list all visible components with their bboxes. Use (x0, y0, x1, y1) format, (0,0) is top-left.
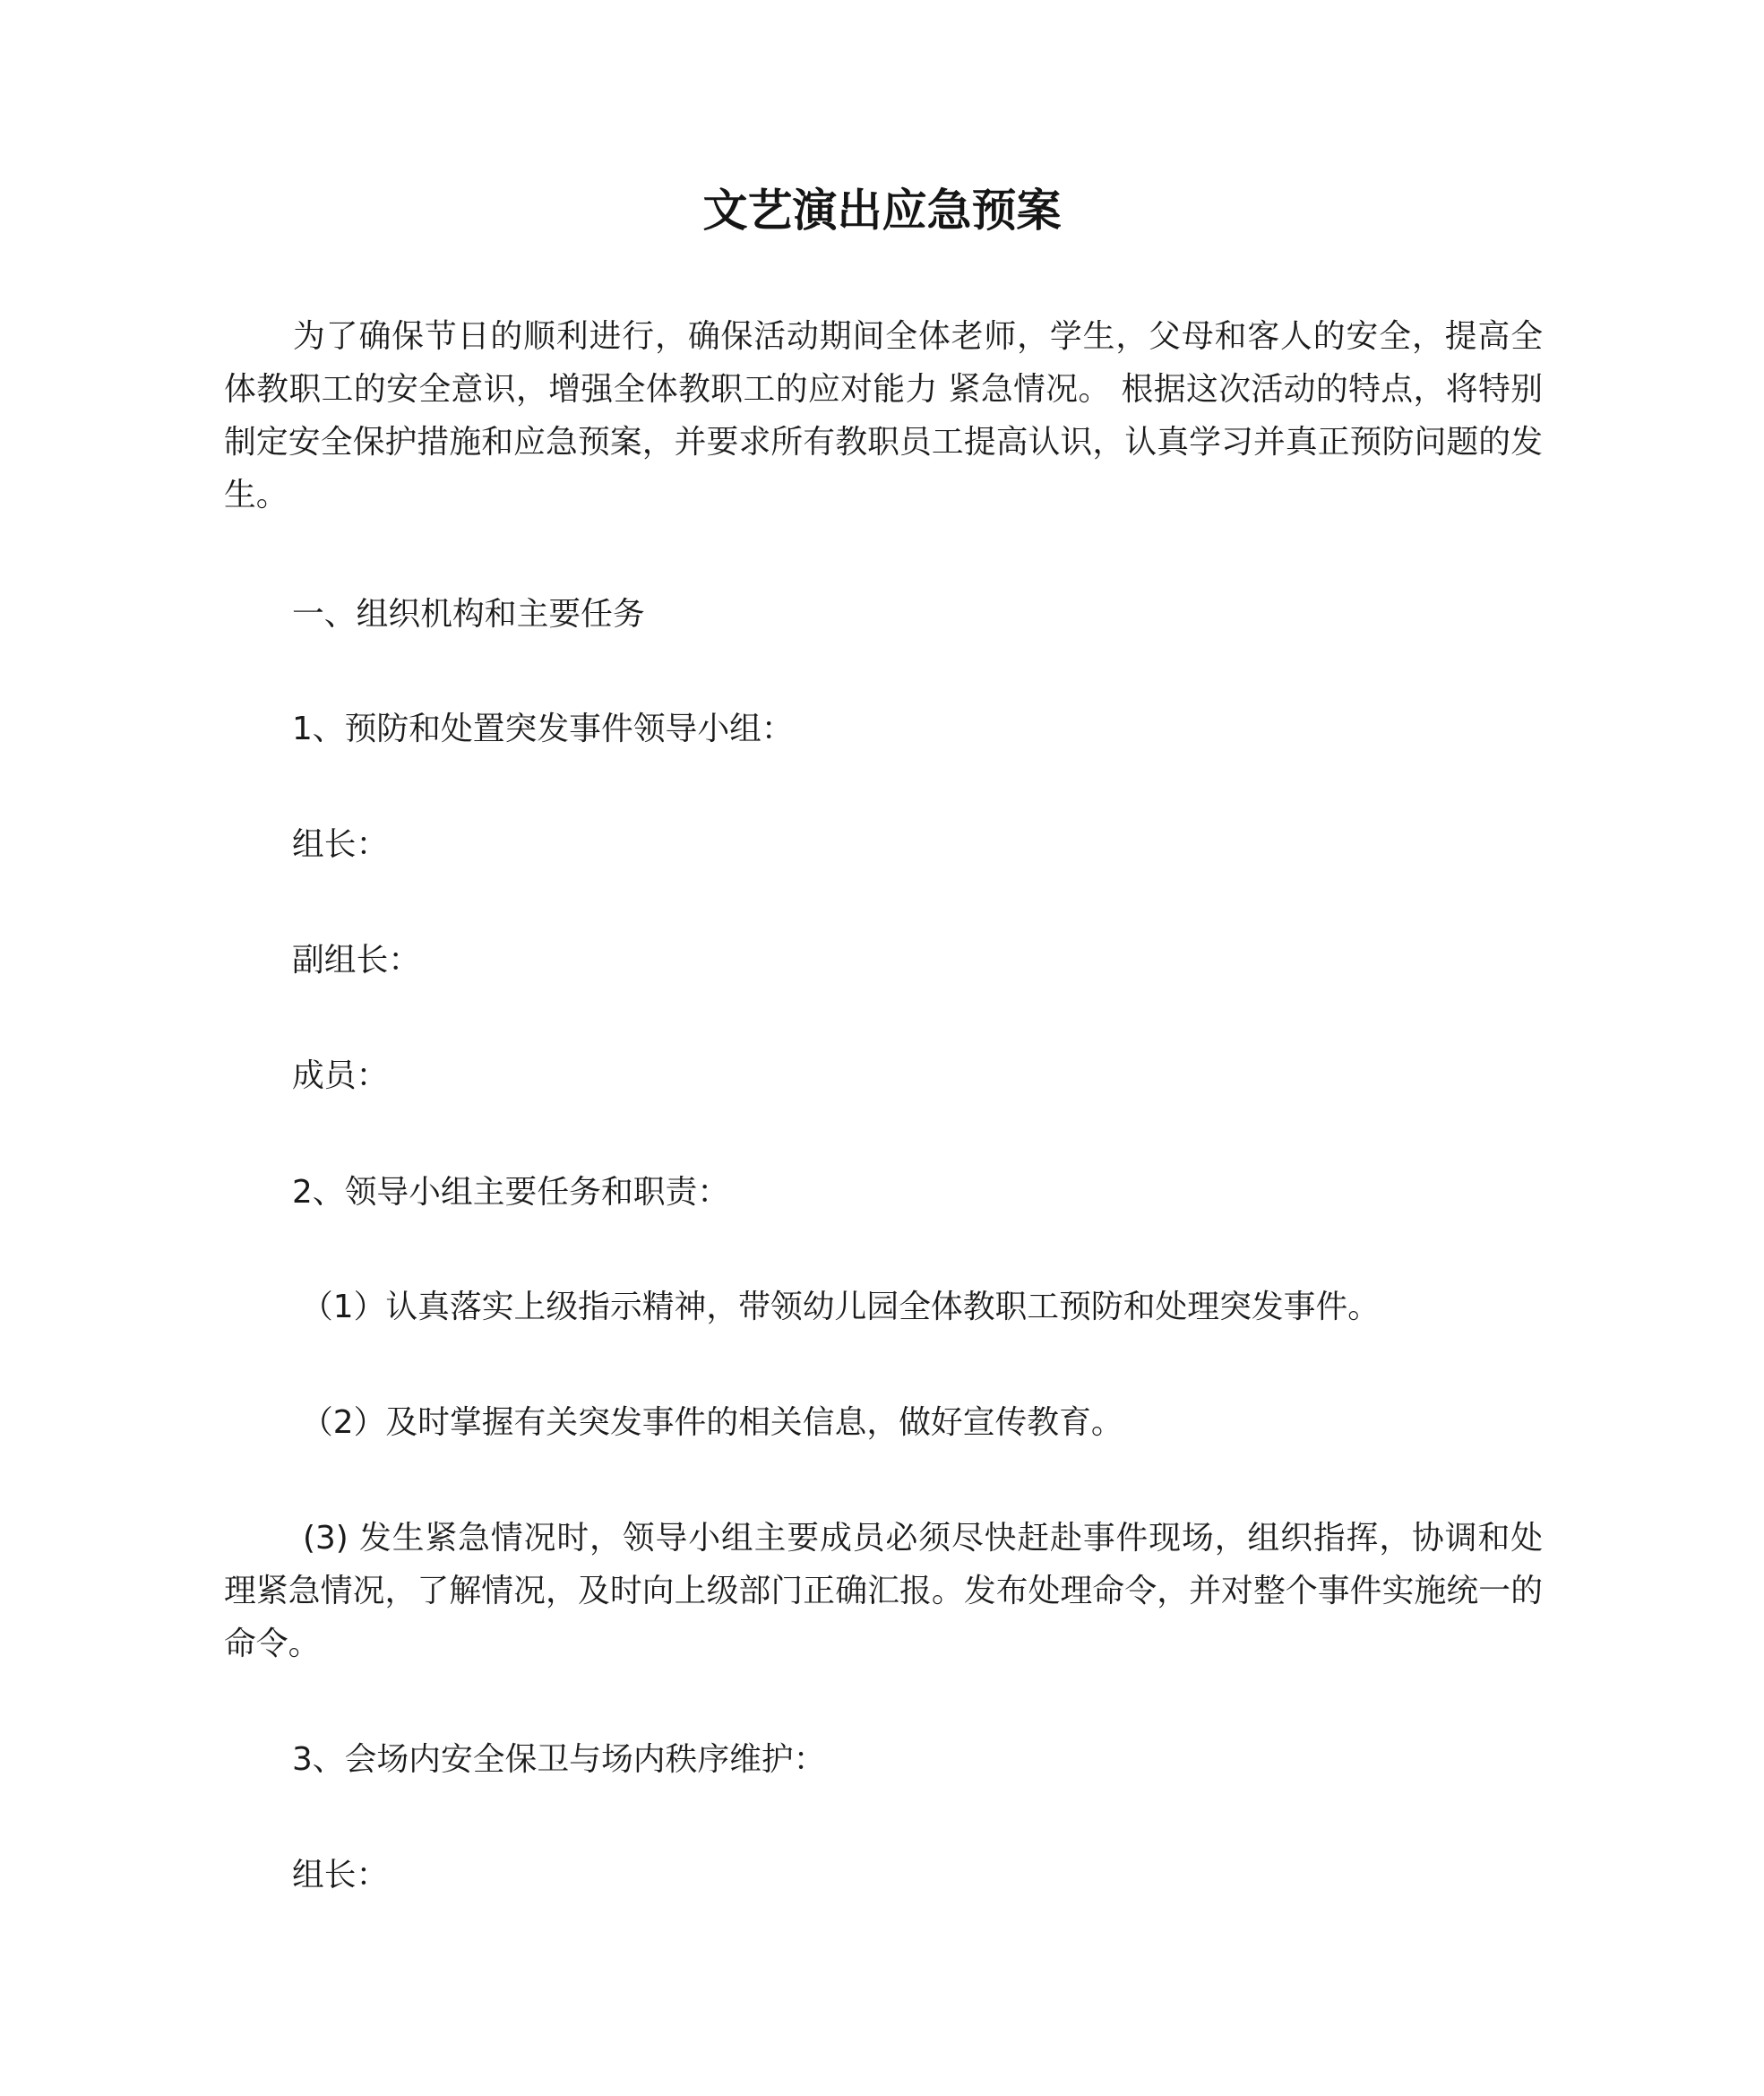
intro-paragraph: 为了确保节日的顺利进行，确保活动期间全体老师，学生，父母和客人的安全，提高全体教职工的安全意识，增强全体教职工的应对能力 紧急情况。 根据这次活动的特点，将特别制定安全保护措施和应急预案，并要求所有教职员工提高认识，认真学习并真正预防问题的发生。 (224, 318, 1543, 513)
deputy-leader-label: 副组长： (292, 942, 421, 979)
document-title: 文艺演出应急预案 (702, 185, 1062, 237)
duty-1: （1）认真落实上级指示精神，带领幼儿园全体教职工预防和处理突发事件。 (301, 1289, 1381, 1325)
duty-3: (3) 发生紧急情况时，领导小组主要成员必须尽快赶赴事件现场，组织指挥，协调和处理紧急情况，了解情况，及时向上级部门正确汇报。发布处理命令，并对整个事件实施统一的命令。 (224, 1520, 1543, 1662)
item-3-heading: 3、会场内安全保卫与场内秩序维护： (292, 1741, 826, 1778)
section-1-heading: 一、组织机构和主要任务 (292, 596, 645, 633)
item-1-heading: 1、预防和处置突发事件领导小组： (292, 711, 794, 747)
item-2-heading: 2、领导小组主要任务和职责： (292, 1174, 730, 1211)
item-3-leader-label: 组长： (292, 1857, 389, 1893)
leader-label: 组长： (292, 826, 389, 863)
members-label: 成员： (292, 1057, 389, 1094)
duty-2: （2）及时掌握有关突发事件的相关信息，做好宣传教育。 (301, 1404, 1123, 1441)
